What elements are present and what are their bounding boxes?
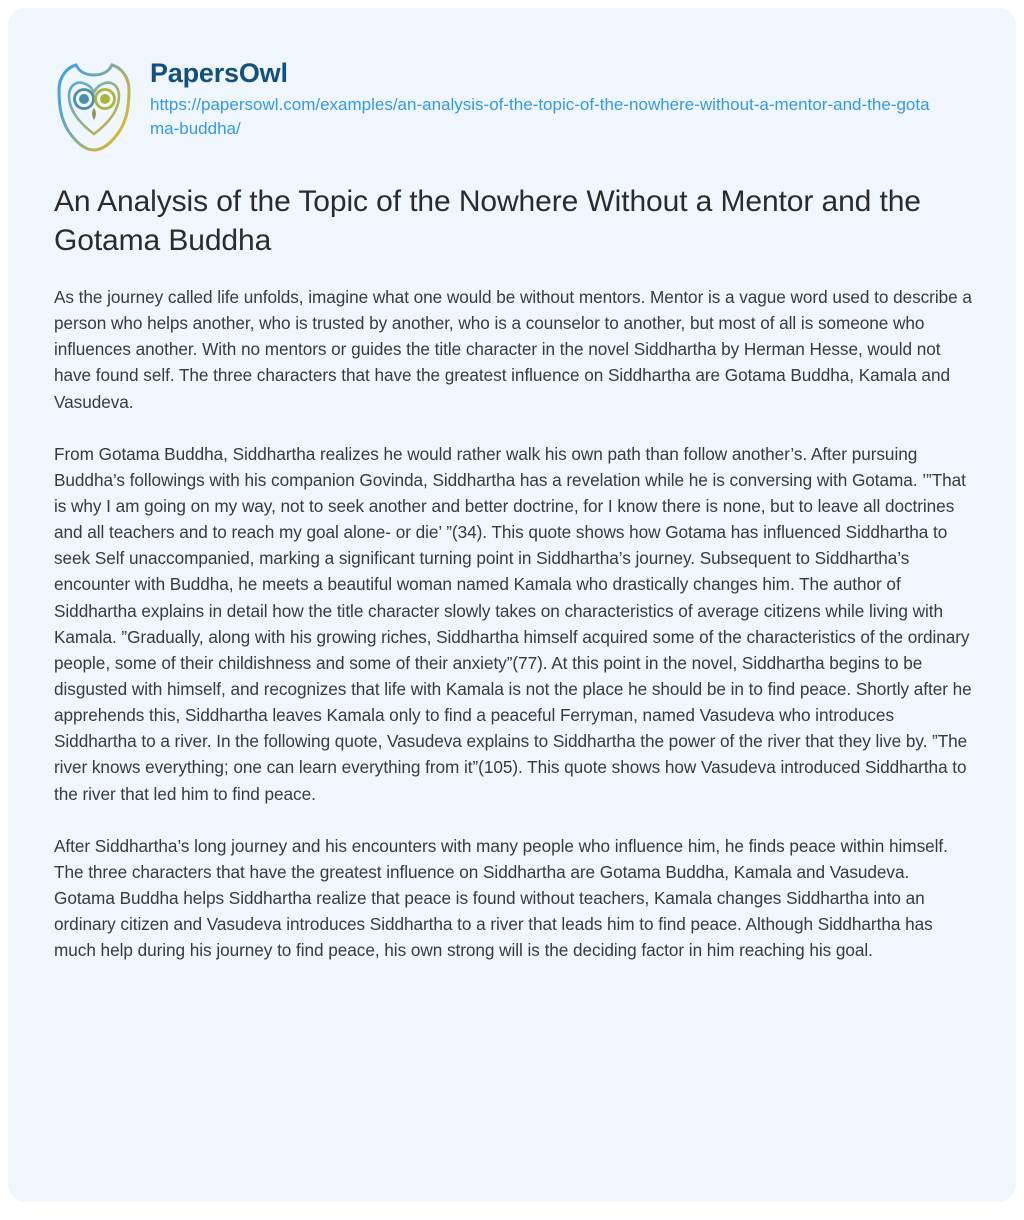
site-header (8, 8, 1016, 154)
paragraph: From Gotama Buddha, Siddhartha realizes he would rather walk his own path than follow another’s. After pursuing Buddha’s followings with his companion Govinda, Siddhartha has a revelation while he is conversing with Gotama. ’”That is why I am going on my way, not to seek another and better doctrine, for I know there is none, but to leave all doctrines and all teachers and to reach my goal alone- or die’ ”(34). This quote shows how Gotama has influenced Siddhartha to seek Self unaccompanied, marking a significant turning point in Siddhartha’s journey. Subsequent to Siddhartha’s encounter with Buddha, he meets a beautiful woman named Kamala who drastically changes him. The author of Siddhartha explains in detail how the title character slowly takes on characteristics of average citizens while living with Kamala. ”Gradually, along with his growing riches, Siddhartha himself acquired some of the characteristics of the ordinary people, some of their childishness and some of their anxiety”(77). At this point in the novel, Siddhartha begins to be disgusted with himself, and recognizes that life with Kamala is not the place he should be in to find peace. Shortly after he apprehends this, Siddhartha leaves Kamala only to find a peaceful Ferryman, named Vasudeva who introduces Siddhartha to a river. In the following quote, Vasudeva explains to Siddhartha the power of the river that they live by. ”The river knows everything; one can learn everything from it”(105). This quote shows how Vasudeva introduced Siddhartha to the river that led him to find peace. (54, 443, 972, 804)
paragraph: As the journey called life unfolds, imagine what one would be without mentors. Mentor is a vague word used to describe a person who helps another, who is trusted by another, who is a counselor to another, but most of all is someone who influences another. With no mentors or guides the title character in the novel Siddhartha by Herman Hesse, would not have found self. The three characters that have the greatest influence on Siddhartha are Gotama Buddha, Kamala and Vasudeva. (54, 287, 972, 412)
article-url-link[interactable]: https://papersowl.com/examples/an-analysis-of-the-topic-of-the-nowhere-without-a-mentor-and-the-gotama-buddha/ (150, 95, 930, 139)
page-title: An Analysis of the Topic of the Nowhere Without a Mentor and the Gotama Buddha (54, 185, 921, 257)
paragraph: After Siddhartha’s long journey and his encounters with many people who influence him, he finds peace within himself. The three characters that have the greatest influence on Siddhartha are Gotama Buddha, Kamala and Vasudeva. Gotama Buddha helps Siddhartha realize that peace is found without teachers, Kamala changes Siddhartha into an ordinary citizen and Vasudeva introduces Siddhartha to a river that leads him to find peace. Although Siddhartha has much help during his journey to find peace, his own strong will is the deciding factor in him reaching his goal. (54, 835, 948, 961)
owl-logo-icon (46, 54, 142, 154)
brand-name: PapersOwl (150, 58, 288, 88)
essay-page-card (8, 8, 1016, 1202)
essay-body (8, 284, 1016, 963)
brand-block (150, 52, 940, 141)
